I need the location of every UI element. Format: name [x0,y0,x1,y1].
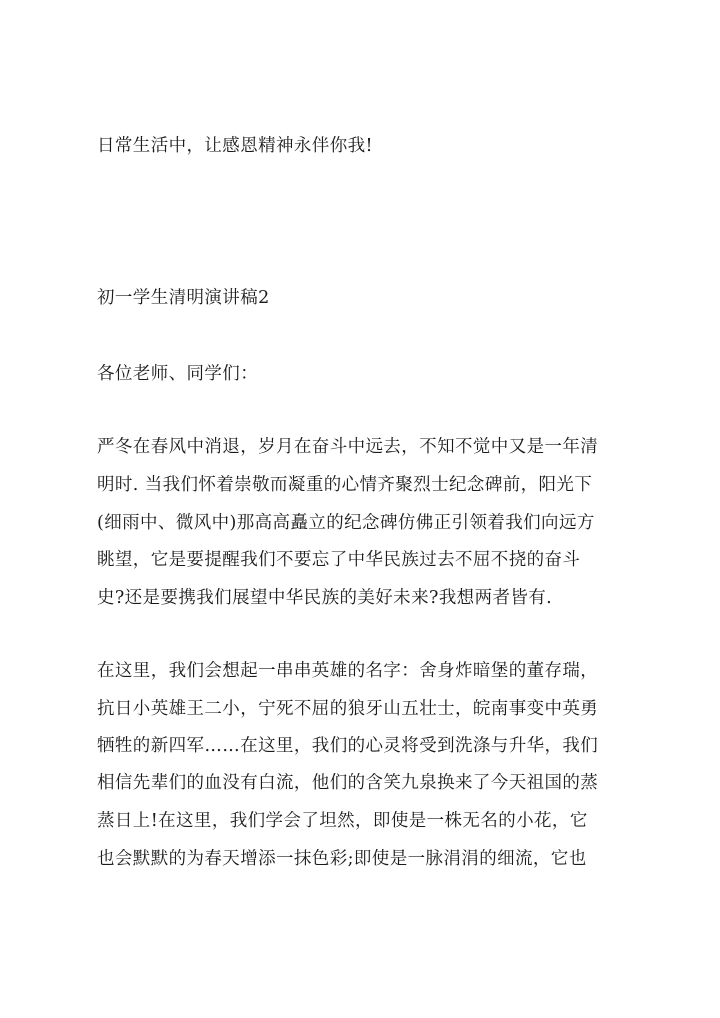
paragraph-line: 严冬在春风中消退，岁月在奋斗中远去，不知不觉中又是一年清 [97,437,599,457]
paragraph-line: 蒸日上!在这里，我们学会了坦然，即使是一株无名的小花，它 [97,811,588,831]
paragraph-line: 史?还是要携我们展望中华民族的美好未来?我想两者皆有. [97,588,553,608]
paragraph-line: 眺望，它是要提醒我们不要忘了中华民族过去不屈不挠的奋斗 [97,550,581,570]
closing-line: 日常生活中，让感恩精神永伴你我! [97,136,373,156]
paragraph-line: 抗日小英雄王二小，宁死不屈的狼牙山五壮士，皖南事变中英勇 [97,699,599,719]
speech-title: 初一学生清明演讲稿2 [97,288,270,308]
paragraph-line: (细雨中、微风中)那高高矗立的纪念碑仿佛正引领着我们向远方 [97,513,595,533]
paragraph-line: 在这里，我们会想起一串串英雄的名字：舍身炸暗堡的董存瑞， [97,661,599,681]
paragraph-line: 也会默默的为春天增添一抹色彩;即使是一脉涓涓的细流，它也 [97,849,587,869]
paragraph-line: 明时. 当我们怀着崇敬而凝重的心情齐聚烈士纪念碑前，阳光下 [97,475,593,495]
paragraph-line: 牺牲的新四军……在这里，我们的心灵将受到洗涤与升华，我们 [97,736,599,756]
paragraph-line: 相信先辈们的血没有白流，他们的含笑九泉换来了今天祖国的蒸 [97,773,599,793]
salutation: 各位老师、同学们： [97,364,259,384]
